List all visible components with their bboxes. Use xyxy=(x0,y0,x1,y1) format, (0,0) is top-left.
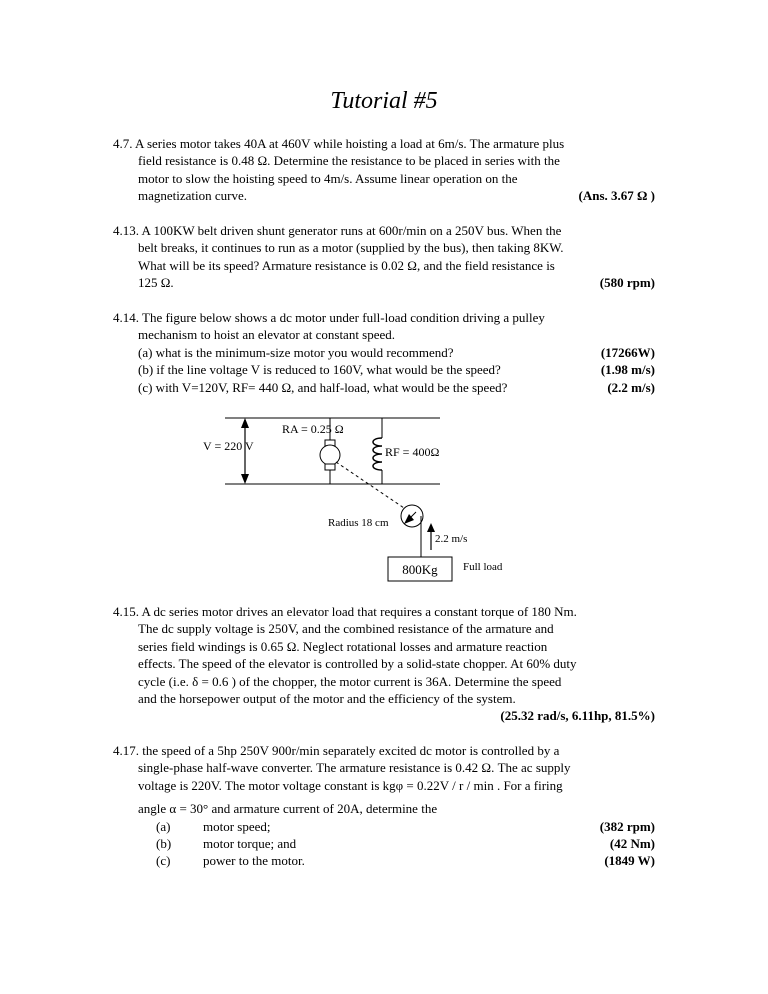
answer: (1.98 m/s) xyxy=(600,362,655,378)
problem-text: motor to slow the hoisting speed to 4m/s. Assume linear operation on the xyxy=(138,170,518,186)
answer: (Ans. 3.67 Ω ) xyxy=(578,188,655,204)
part-text: motor torque; and xyxy=(203,836,297,852)
problem-text: voltage is 220V. The motor voltage constant is kgφ = 0.22V / r / min . For a firing xyxy=(138,777,563,793)
voltage-arrowhead-down xyxy=(241,474,249,484)
problem-4-13 xyxy=(113,222,655,292)
problem-text: The figure below shows a dc motor under full-load condition driving a pulley xyxy=(142,310,545,325)
rf-label: RF = 400Ω xyxy=(385,445,440,459)
problem-text: and the horsepower output of the motor and the efficiency of the system. xyxy=(138,691,516,707)
problem-text: effects. The speed of the elevator is controlled by a solid-state chopper. At 60% duty xyxy=(138,656,577,672)
part-text: motor speed; xyxy=(203,818,271,834)
speed-arrowhead xyxy=(427,523,435,532)
problem-4-15 xyxy=(113,603,655,725)
armature-circle xyxy=(320,445,340,465)
brush-bottom xyxy=(325,464,335,470)
part-text: (a) what is the minimum-size motor you would recommend? xyxy=(138,344,454,360)
problem-number: 4.7. xyxy=(113,136,133,151)
problem-text: belt breaks, it continues to run as a motor (supplied by the bus), then taking 8KW. xyxy=(138,240,564,256)
part-label: (c) xyxy=(156,853,171,869)
problem-number: 4.14. xyxy=(113,310,139,325)
problem-text: A 100KW belt driven shunt generator runs at 600r/min on a 250V bus. When the xyxy=(141,223,562,238)
problem-text: cycle (i.e. δ = 0.6 ) of the chopper, the motor current is 36A. Determine the speed xyxy=(138,673,562,689)
problem-text: mechanism to hoist an elevator at constant speed. xyxy=(138,327,396,343)
problem-text: A series motor takes 40A at 460V while hoisting a load at 6m/s. The armature plus xyxy=(135,136,565,151)
problem-text: What will be its speed? Armature resistance is 0.02 Ω, and the field resistance is xyxy=(138,257,555,273)
problem-text: magnetization curve. xyxy=(138,188,248,204)
answer: (17266W) xyxy=(600,344,655,360)
part-label: (a) xyxy=(156,818,171,834)
problem-text: angle α = 30° and armature current of 20A, determine the xyxy=(138,801,438,817)
problem-4-7 xyxy=(113,135,655,205)
part-text: power to the motor. xyxy=(203,853,305,869)
problem-text: series field windings is 0.65 Ω. Neglect rotational losses and armature reaction xyxy=(138,638,548,654)
part-text: (b) if the line voltage V is reduced to 160V, what would be the speed? xyxy=(138,362,501,378)
problem-4-14 xyxy=(113,309,655,396)
speed-label: 2.2 m/s xyxy=(435,533,468,545)
motor-pulley-diagram xyxy=(190,410,550,585)
page-title: Tutorial #5 xyxy=(330,88,438,114)
ra-label: RA = 0.25 Ω xyxy=(282,422,344,436)
problem-text: the speed of a 5hp 250V 900r/min separately excited dc motor is controlled by a xyxy=(142,743,560,758)
problem-number: 4.13. xyxy=(113,223,139,238)
problem-text: A dc series motor drives an elevator load that requires a constant torque of 180 Nm. xyxy=(141,604,577,619)
answer: (580 rpm) xyxy=(599,275,655,291)
radius-label: Radius 18 cm xyxy=(328,517,389,529)
belt-line xyxy=(336,462,407,510)
problem-number: 4.17. xyxy=(113,743,139,758)
problem-4-17 xyxy=(113,742,655,870)
problem-text: The dc supply voltage is 250V, and the combined resistance of the armature and xyxy=(138,621,554,637)
answer: (1849 W) xyxy=(604,853,655,869)
answer: (382 rpm) xyxy=(599,818,655,834)
part-text: (c) with V=120V, RF= 440 Ω, and half-load, what would be the speed? xyxy=(138,379,508,395)
voltage-arrowhead-up xyxy=(241,418,249,428)
answer: (25.32 rad/s, 6.11hp, 81.5%) xyxy=(500,708,655,724)
field-coil xyxy=(373,438,382,470)
problem-text: 125 Ω. xyxy=(138,275,174,291)
answer: (2.2 m/s) xyxy=(607,379,655,395)
part-label: (b) xyxy=(156,836,172,852)
problem-text: field resistance is 0.48 Ω. Determine the resistance to be placed in series with the xyxy=(138,153,560,169)
answer: (42 Nm) xyxy=(609,836,655,852)
voltage-label: V = 220 V xyxy=(203,439,254,453)
load-label: Full load xyxy=(463,561,503,573)
problem-text: single-phase half-wave converter. The armature resistance is 0.42 Ω. The ac supply xyxy=(138,760,571,776)
mass-label: 800Kg xyxy=(402,562,438,577)
problem-number: 4.15. xyxy=(113,604,139,619)
